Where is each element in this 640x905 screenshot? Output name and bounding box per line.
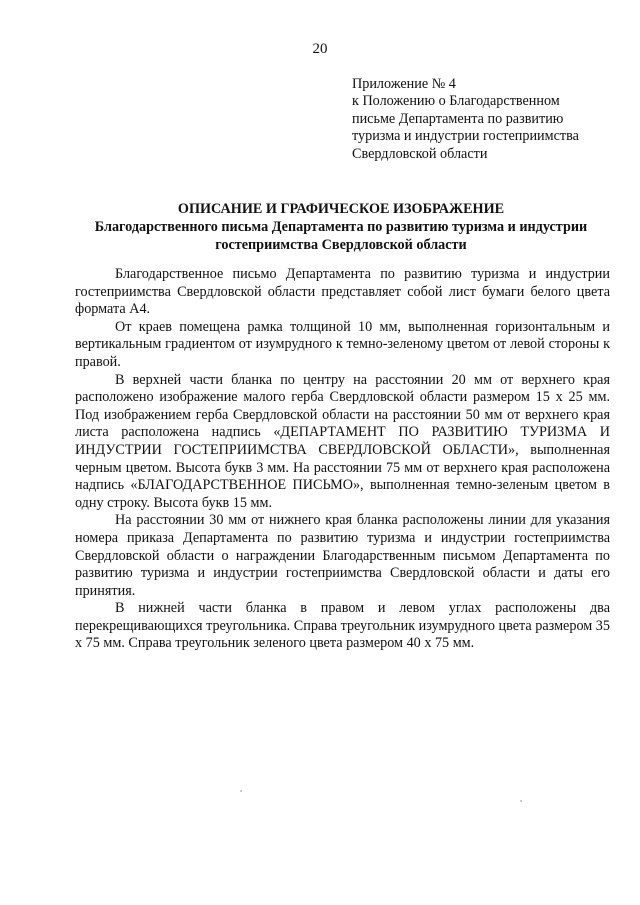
document-title: ОПИСАНИЕ И ГРАФИЧЕСКОЕ ИЗОБРАЖЕНИЕ bbox=[177, 201, 505, 217]
appendix-line: к Положению о Благодарственном bbox=[352, 93, 560, 110]
body-paragraph: От краев помещена рамка толщиной 10 мм, выполненная горизонтальным и вертикальным градиентом от изумрудного к темно-зеленому цветом от левой стороны к правой. bbox=[75, 318, 610, 370]
body-paragraph: На расстоянии 30 мм от нижнего края бланка расположены линии для указания номера приказа Департамента по развитию туризма и индустрии гостеприимства Свердловской области о награждении Благодарственным письмом Департамента по развитию туризма и индустрии гостеприимства Свердловской области и даты его принятия. bbox=[75, 512, 610, 599]
body-paragraph: Благодарственное письмо Департамента по развитию туризма и индустрии гостеприимства Свердловской области представляет собой лист бумаги белого цвета формата А4. bbox=[75, 266, 610, 318]
document-heading bbox=[75, 200, 607, 254]
scan-speck bbox=[520, 800, 522, 802]
scan-speck bbox=[240, 790, 242, 792]
appendix-note bbox=[352, 76, 612, 163]
body-paragraph: В нижней части бланка в правом и левом углах расположены два перекрещивающихся треугольника. Справа треугольник изумрудного цвета размером 35 х 75 мм. Справа треугольник зеленого цвета размером 40 х 75 мм. bbox=[75, 600, 610, 652]
appendix-line: письме Департамента по развитию bbox=[352, 110, 564, 127]
document-subtitle: Благодарственного письма Департамента по развитию туризма и индустрии гостеприимства Свердловской области bbox=[94, 219, 588, 253]
appendix-line: Свердловской области bbox=[352, 145, 488, 162]
body-paragraph: В верхней части бланка по центру на расстоянии 20 мм от верхнего края расположено изображение малого герба Свердловской области размером 15 х 25 мм. Под изображением герба Свердловской области на расстоянии 50 мм от верхнего края листа расположена надпись «ДЕПАРТАМЕНТ ПО РАЗВИТИЮ ТУРИЗМА И ИНДУСТРИИ ГОСТЕПРИИМСТВА СВЕРДЛОВСКОЙ ОБЛАСТИ», выполненная черным цветом. Высота букв 3 мм. На расстоянии 75 мм от верхнего края расположена надпись «БЛАГОДАРСТВЕННОЕ ПИСЬМО», выполненная темно-зеленым цветом в одну строку. Высота букв 15 мм. bbox=[75, 371, 610, 511]
appendix-line: туризма и индустрии гостеприимства bbox=[352, 128, 579, 145]
appendix-line: Приложение № 4 bbox=[352, 76, 456, 92]
document-body bbox=[75, 266, 610, 653]
page-number: 20 bbox=[312, 41, 328, 57]
